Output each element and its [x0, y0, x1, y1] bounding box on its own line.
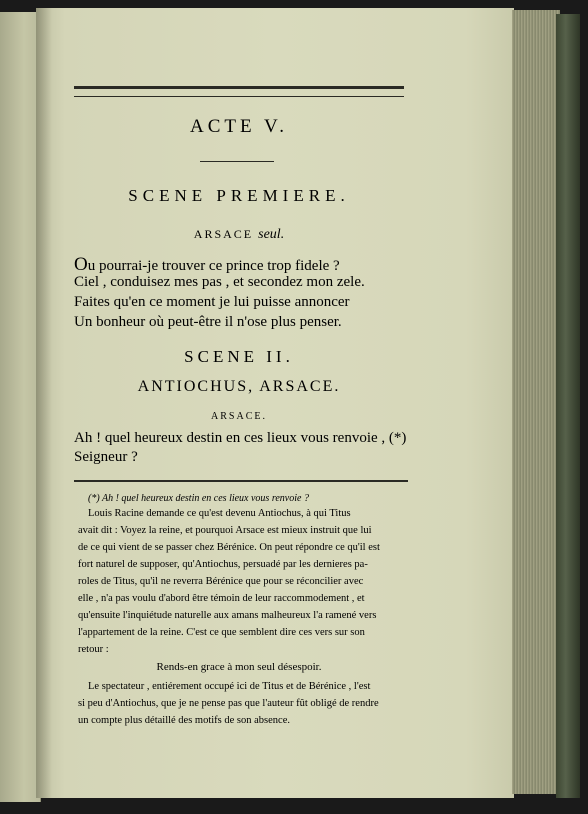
footnote-heading: (*) Ah ! quel heureux destin en ces lieux vous renvoie ?: [88, 493, 309, 504]
verse-line: Faites qu'en ce moment je lui puisse annoncer: [74, 294, 350, 310]
verse-line: Ciel , conduisez mes pas , et secondez mon zele.: [74, 274, 365, 290]
speaker-name: ARSACE: [193, 227, 254, 241]
book-cover: [556, 14, 580, 798]
verse-line: Seigneur ?: [74, 449, 138, 465]
drop-capital: O: [74, 254, 88, 275]
gutter-shadow: [36, 8, 52, 798]
footnote-line: fort naturel de supposer, qu'Antiochus, persuadé par les dernieres pa-: [78, 559, 368, 570]
scene-one-speaker: [74, 227, 404, 243]
facing-page-edge: [0, 12, 41, 802]
footnote-line: Louis Racine demande ce qu'est devenu Antiochus, à qui Titus: [88, 508, 351, 519]
verse-line: Ah ! quel heureux destin en ces lieux vous renvoie , (*): [74, 430, 407, 446]
footnote-line: l'appartement de la reine. C'est ce que semblent dire ces vers sur son: [78, 627, 365, 638]
scene-two-speaker: ARSACE.: [211, 411, 267, 422]
footnote-line: de ce qui vient de se passer chez Bérénice. On peut répondre ce qu'il est: [78, 542, 380, 553]
double-rule: [74, 86, 404, 97]
footnote-line: roles de Titus, qu'il ne reverra Bérénice que pour se réconcilier avec: [78, 576, 364, 587]
scene-one-title: SCENE PREMIERE.: [128, 186, 350, 205]
page-edges: [512, 10, 560, 794]
scene-two-characters: ANTIOCHUS, ARSACE.: [137, 378, 341, 395]
footnote-line: si peu d'Antiochus, que je ne pense pas que l'auteur fût obligé de rendre: [78, 698, 379, 709]
footnote-line: elle , n'a pas voulu d'abord être témoin de leur raccommodement , et: [78, 593, 365, 604]
act-divider: [200, 161, 274, 162]
footnote-line: un compte plus détaillé des motifs de son absence.: [78, 715, 290, 726]
scene-two-title: SCENE II.: [184, 347, 294, 366]
footnote-line: retour :: [78, 644, 109, 655]
footnote-line: qu'ensuite l'inquiétude naturelle aux amans malheureux l'a ramené vers: [78, 610, 377, 621]
verse-line: Un bonheur où peut-être il n'ose plus penser.: [74, 314, 342, 330]
act-title: ACTE V.: [189, 116, 289, 137]
footnote-line: avait dit : Voyez la reine, et pourquoi Arsace est mieux instruit que lui: [78, 525, 372, 536]
speaker-direction: seul.: [258, 227, 285, 242]
footnote-separator: [74, 480, 408, 482]
footnote-quoted-verse: Rends-en grace à mon seul désespoir.: [156, 661, 322, 673]
footnote-line: Le spectateur , entiérement occupé ici de Titus et de Bérénice , l'est: [88, 681, 371, 692]
verse-line: Ou pourrai-je trouver ce prince trop fidele ?: [74, 254, 340, 275]
